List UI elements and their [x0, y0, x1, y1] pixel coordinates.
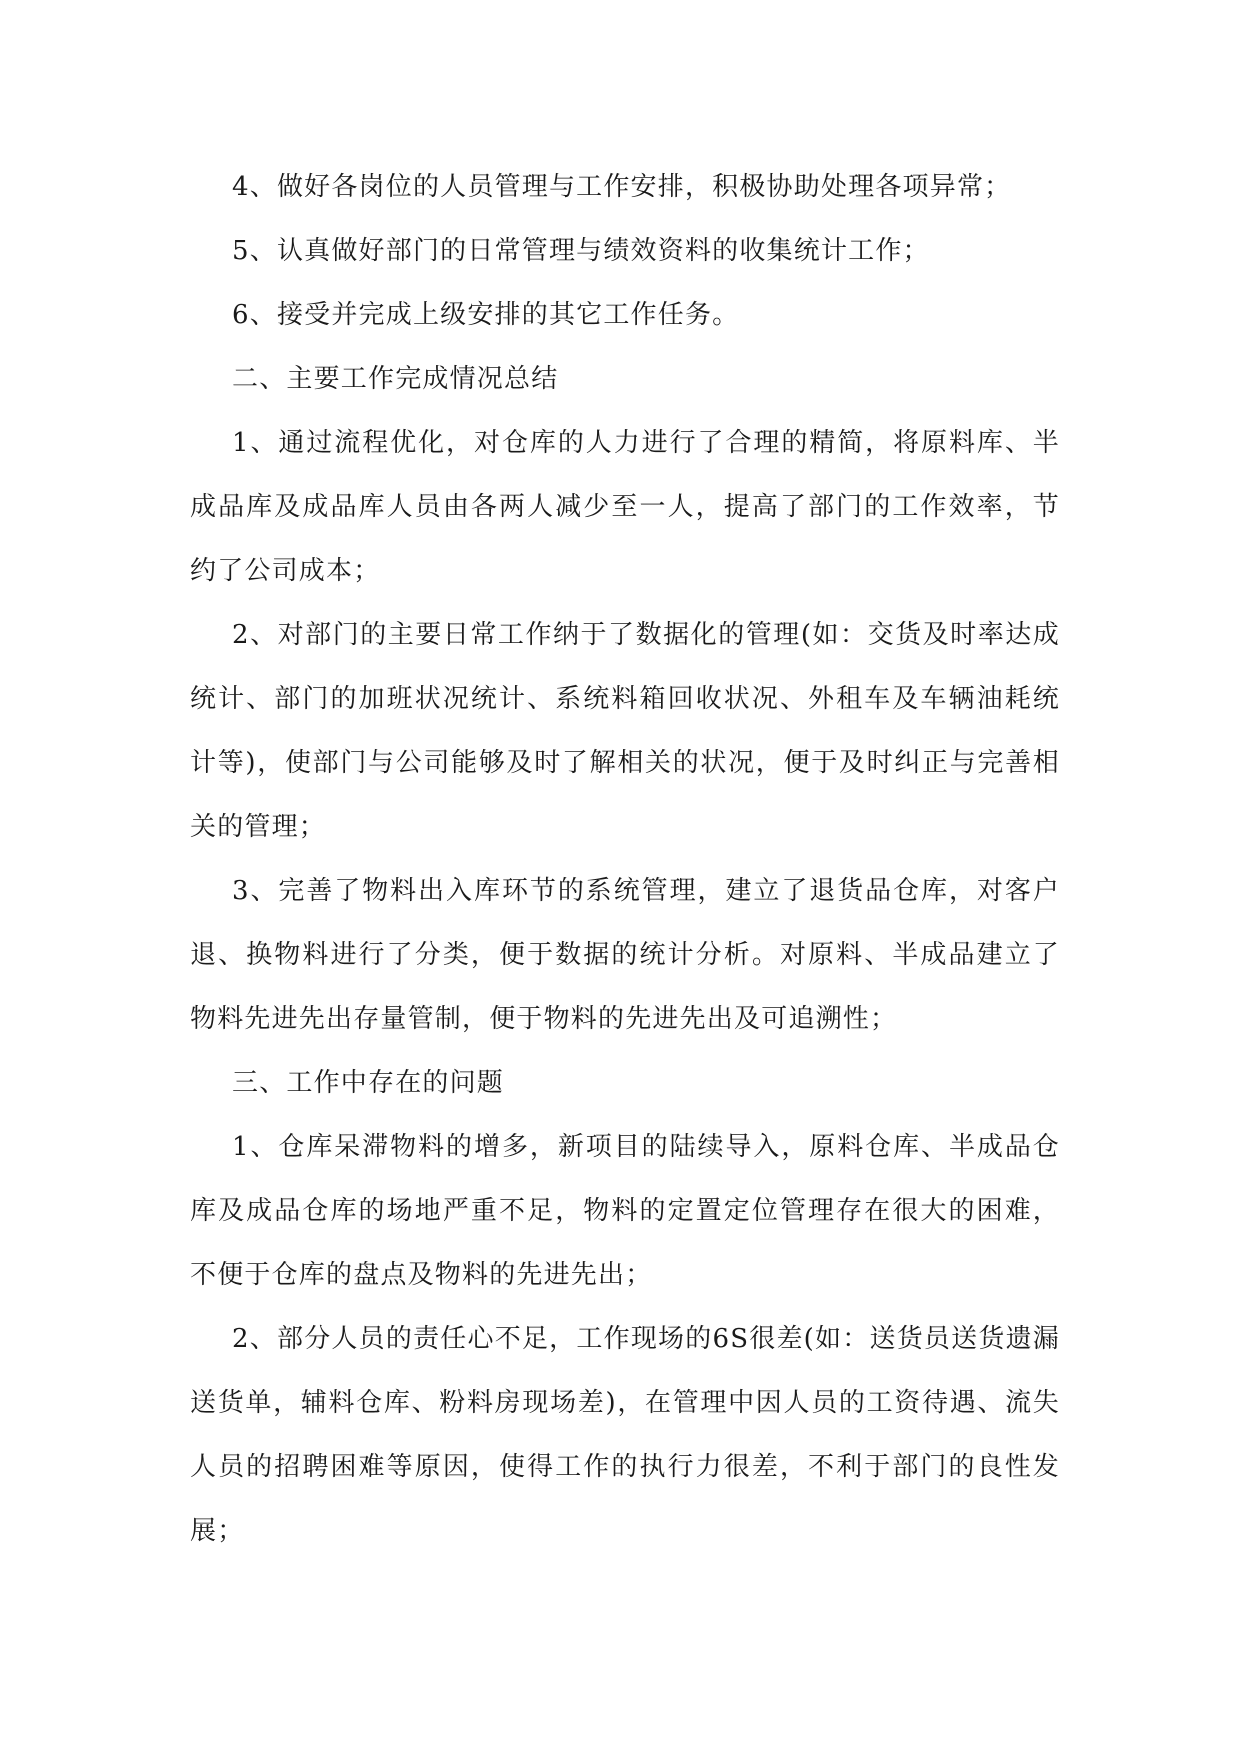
document-body: [190, 155, 1060, 1563]
paragraph-problem-2: 2、部分人员的责任心不足，工作现场的6S很差(如：送货员送货遗漏送货单，辅料仓库、粉料房现场差)，在管理中因人员的工资待遇、流失人员的招聘困难等原因，使得工作的执行力很差，不利于部门的良性发展；: [190, 1324, 1060, 1546]
paragraph-summary-3: 3、完善了物料出入库环节的系统管理，建立了退货品仓库，对客户退、换物料进行了分类，便于数据的统计分析。对原料、半成品建立了物料先进先出存量管制，便于物料的先进先出及可追溯性；: [190, 876, 1060, 1034]
paragraph-problem-1: 1、仓库呆滞物料的增多，新项目的陆续导入，原料仓库、半成品仓库及成品仓库的场地严重不足，物料的定置定位管理存在很大的困难，不便于仓库的盘点及物料的先进先出；: [190, 1132, 1060, 1290]
paragraph-summary-2: 2、对部门的主要日常工作纳于了数据化的管理(如：交货及时率达成统计、部门的加班状况统计、系统料箱回收状况、外租车及车辆油耗统计等)，使部门与公司能够及时了解相关的状况，便于及时纠正与完善相关的管理；: [190, 620, 1060, 842]
paragraph-item-4: 4、做好各岗位的人员管理与工作安排，积极协助处理各项异常；: [232, 172, 1012, 202]
paragraph-summary-1: 1、通过流程优化，对仓库的人力进行了合理的精简，将原料库、半成品库及成品库人员由各两人减少至一人，提高了部门的工作效率，节约了公司成本；: [190, 428, 1060, 586]
paragraph-item-6: 6、接受并完成上级安排的其它工作任务。: [232, 300, 740, 330]
section-heading-3: 三、工作中存在的问题: [232, 1068, 505, 1098]
section-heading-2: 二、主要工作完成情况总结: [232, 364, 559, 394]
paragraph-item-5: 5、认真做好部门的日常管理与绩效资料的收集统计工作；: [232, 236, 930, 266]
